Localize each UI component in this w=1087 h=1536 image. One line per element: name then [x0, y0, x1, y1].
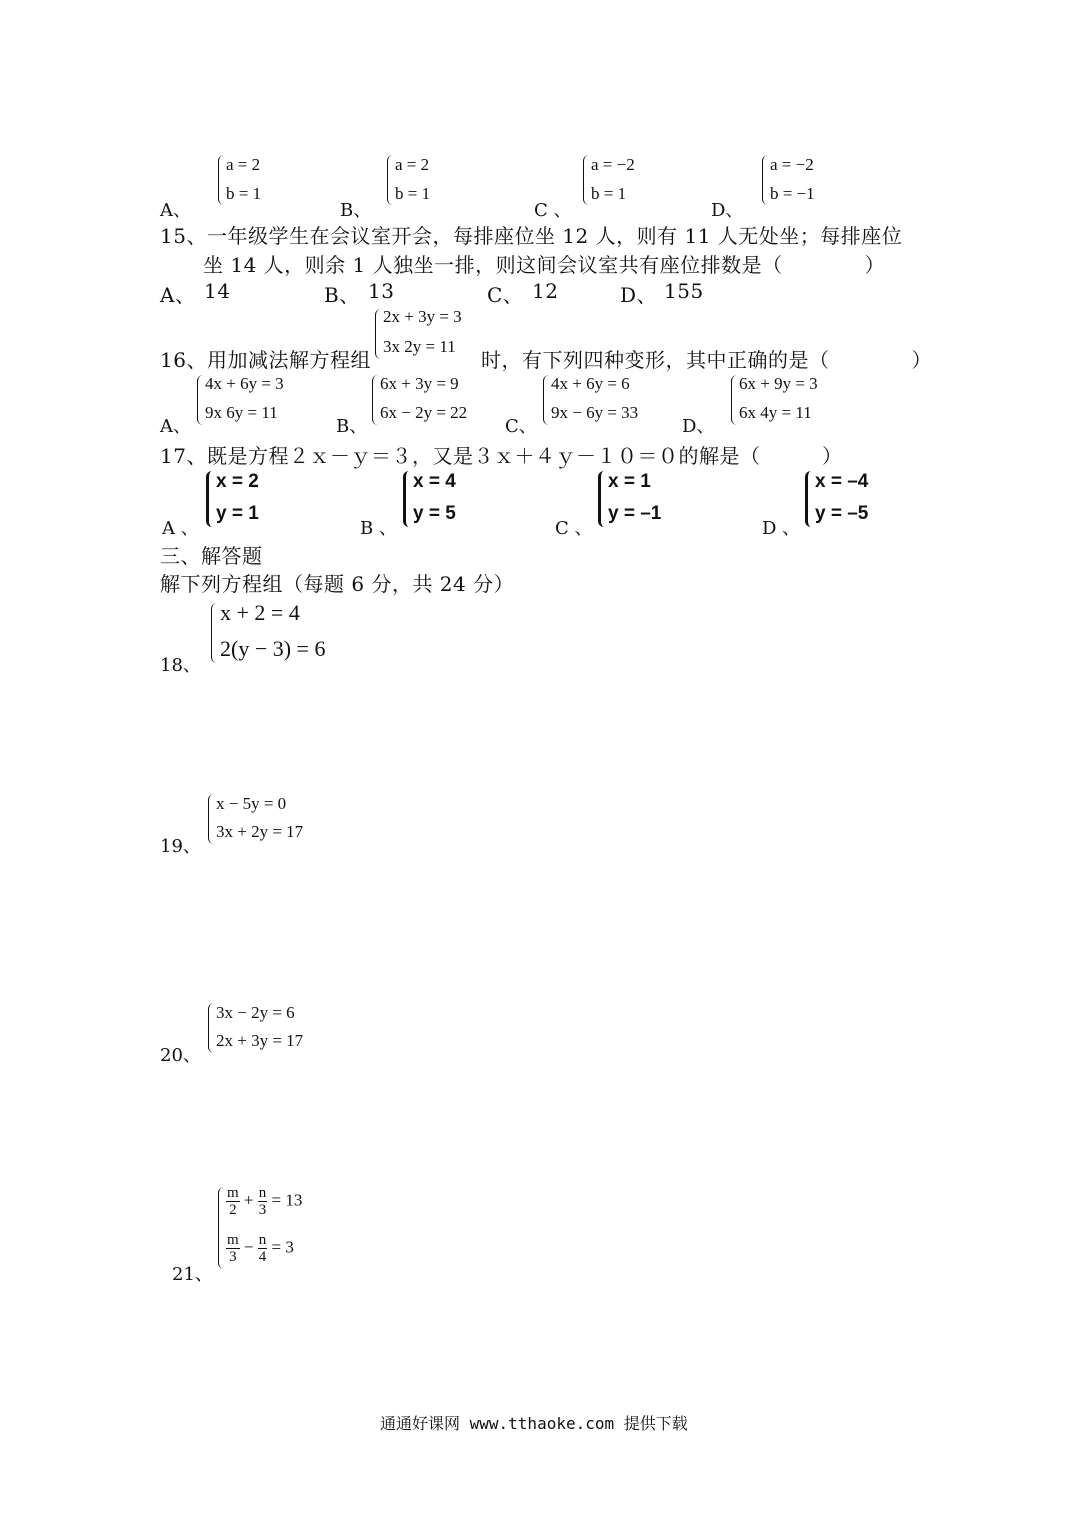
q17-option-c-label: C 、 — [555, 518, 593, 539]
q16-option-d-eq2: 6x 4y = 11 — [739, 403, 812, 422]
q21-eq2-denominator1: 3 — [229, 1249, 237, 1265]
footer-text: 通通好课网 www.tthaoke.com 提供下载 — [380, 1414, 688, 1433]
section-heading: 三、解答题 — [160, 544, 263, 568]
q21-eq2 — [226, 1232, 294, 1265]
brace — [731, 375, 737, 425]
brace — [375, 309, 381, 359]
q19-eq2: 3x + 2y = 17 — [216, 822, 304, 841]
q15-line1: 15、一年级学生在会议室开会，每排座位坐 12 人，则有 11 人无处坐；每排座位 — [160, 224, 903, 248]
q21-eq1 — [226, 1185, 302, 1218]
brace — [762, 155, 768, 205]
q15-option-c-label: C、 — [487, 283, 524, 307]
brace — [543, 375, 549, 425]
q14-option-c-label: C 、 — [534, 200, 572, 221]
q21-eq2-operator: − — [243, 1237, 254, 1257]
q14-option-a-eq2: b = 1 — [226, 184, 262, 203]
q16-option-c-eq2: 9x − 6y = 33 — [551, 403, 639, 422]
q14-option-b-eq1: a = 2 — [395, 155, 430, 174]
q16-option-a-eq2: 9x 6y = 11 — [205, 403, 278, 422]
q16-system-eq1: 2x + 3y = 3 — [383, 307, 462, 326]
q16-option-b-label: B、 — [336, 416, 368, 437]
q21-eq2-denominator2: 4 — [258, 1249, 267, 1265]
q16-suffix: 时，有下列四种变形，其中正确的是（ ） — [481, 348, 932, 372]
q17-text: 17、既是方程２ｘ－ｙ＝３，又是３ｘ＋４ｙ－１０＝０的解是（ ） — [160, 444, 843, 468]
q20-eq2: 2x + 3y = 17 — [216, 1031, 304, 1050]
q16-option-a-label: A、 — [160, 416, 191, 437]
q21-eq2-numerator1: m — [227, 1232, 239, 1248]
q15-option-d-label: D、 — [620, 283, 658, 307]
q21-eq1-denominator1: 2 — [229, 1202, 237, 1218]
q20-label: 20、 — [160, 1045, 201, 1066]
q14-option-d-eq2: b = −1 — [770, 184, 815, 203]
q14-option-d-label: D、 — [711, 200, 744, 221]
q16-option-c-eq1: 4x + 6y = 6 — [551, 374, 630, 393]
q19-label: 19、 — [160, 836, 201, 857]
brace — [583, 155, 589, 205]
q17-option-d-label: D 、 — [762, 518, 801, 539]
q21-eq2-rhs: = 3 — [271, 1237, 294, 1257]
q14-option-b-label: B、 — [340, 200, 372, 221]
brace — [403, 471, 413, 527]
q20-eq1: 3x − 2y = 6 — [216, 1003, 295, 1022]
q16-option-d-label: D、 — [682, 416, 715, 437]
q17-option-a-eq2: y = 1 — [216, 503, 259, 524]
q21-eq1-rhs: = 13 — [271, 1190, 303, 1210]
q15-line2: 坐 14 人，则余 1 人独坐一排，则这间会议室共有座位排数是（ ） — [203, 253, 886, 277]
brace — [218, 1187, 224, 1269]
q17-option-c-eq2: y = –1 — [608, 503, 662, 524]
q16-system-eq2: 3x 2y = 11 — [383, 337, 456, 356]
brace — [387, 155, 393, 205]
q17-option-b-eq2: y = 5 — [413, 503, 456, 524]
q16-option-a-eq1: 4x + 6y = 3 — [205, 374, 284, 393]
brace — [197, 375, 203, 425]
q15-option-d-value: 155 — [664, 279, 704, 303]
q18-label: 18、 — [160, 655, 201, 676]
q16-option-b-eq1: 6x + 3y = 9 — [380, 374, 459, 393]
q18-eq1: x + 2 = 4 — [220, 600, 300, 625]
q16-option-c-label: C、 — [505, 416, 537, 437]
q21-eq1-numerator1: m — [227, 1185, 239, 1201]
q17-option-b-eq1: x = 4 — [413, 471, 456, 492]
q21-eq1-operator: + — [243, 1190, 254, 1210]
q14-option-d-eq1: a = −2 — [770, 155, 814, 174]
q15-option-b-value: 13 — [368, 279, 395, 303]
q17-option-d-eq1: x = –4 — [815, 471, 869, 492]
brace — [598, 471, 608, 527]
q15-option-a-value: 14 — [204, 279, 231, 303]
q16-option-b-eq2: 6x − 2y = 22 — [380, 403, 468, 422]
brace — [805, 471, 815, 527]
q17-option-c-eq1: x = 1 — [608, 471, 651, 492]
q18-eq2: 2(y − 3) = 6 — [220, 636, 326, 661]
q17-option-a-label: A 、 — [162, 518, 199, 539]
q15-option-a-label: A、 — [160, 283, 196, 307]
q21-eq1-denominator2: 3 — [258, 1202, 267, 1218]
brace — [208, 794, 214, 844]
q14-option-b-eq2: b = 1 — [395, 184, 431, 203]
brace — [372, 375, 378, 425]
q19-eq1: x − 5y = 0 — [216, 794, 287, 813]
brace — [208, 1003, 214, 1053]
q14-option-c-eq2: b = 1 — [591, 184, 627, 203]
q14-option-a-eq1: a = 2 — [226, 155, 261, 174]
section-instruction: 解下列方程组（每题 6 分，共 24 分） — [160, 572, 515, 596]
q14-option-c-eq1: a = −2 — [591, 155, 635, 174]
q15-option-b-label: B、 — [324, 283, 360, 307]
brace — [206, 471, 216, 527]
brace — [211, 603, 218, 663]
q21-label: 21、 — [172, 1264, 213, 1285]
q17-option-b-label: B 、 — [360, 518, 397, 539]
q16-prefix: 16、用加减法解方程组 — [160, 348, 371, 372]
q14-option-a-label: A、 — [160, 200, 191, 221]
q17-option-a-eq1: x = 2 — [216, 471, 259, 492]
q21-eq2-numerator2: n — [258, 1232, 267, 1248]
q15-option-c-value: 12 — [532, 279, 559, 303]
q16-option-d-eq1: 6x + 9y = 3 — [739, 374, 818, 393]
q21-eq1-numerator2: n — [258, 1185, 267, 1201]
q17-option-d-eq2: y = –5 — [815, 503, 869, 524]
brace — [218, 155, 224, 205]
